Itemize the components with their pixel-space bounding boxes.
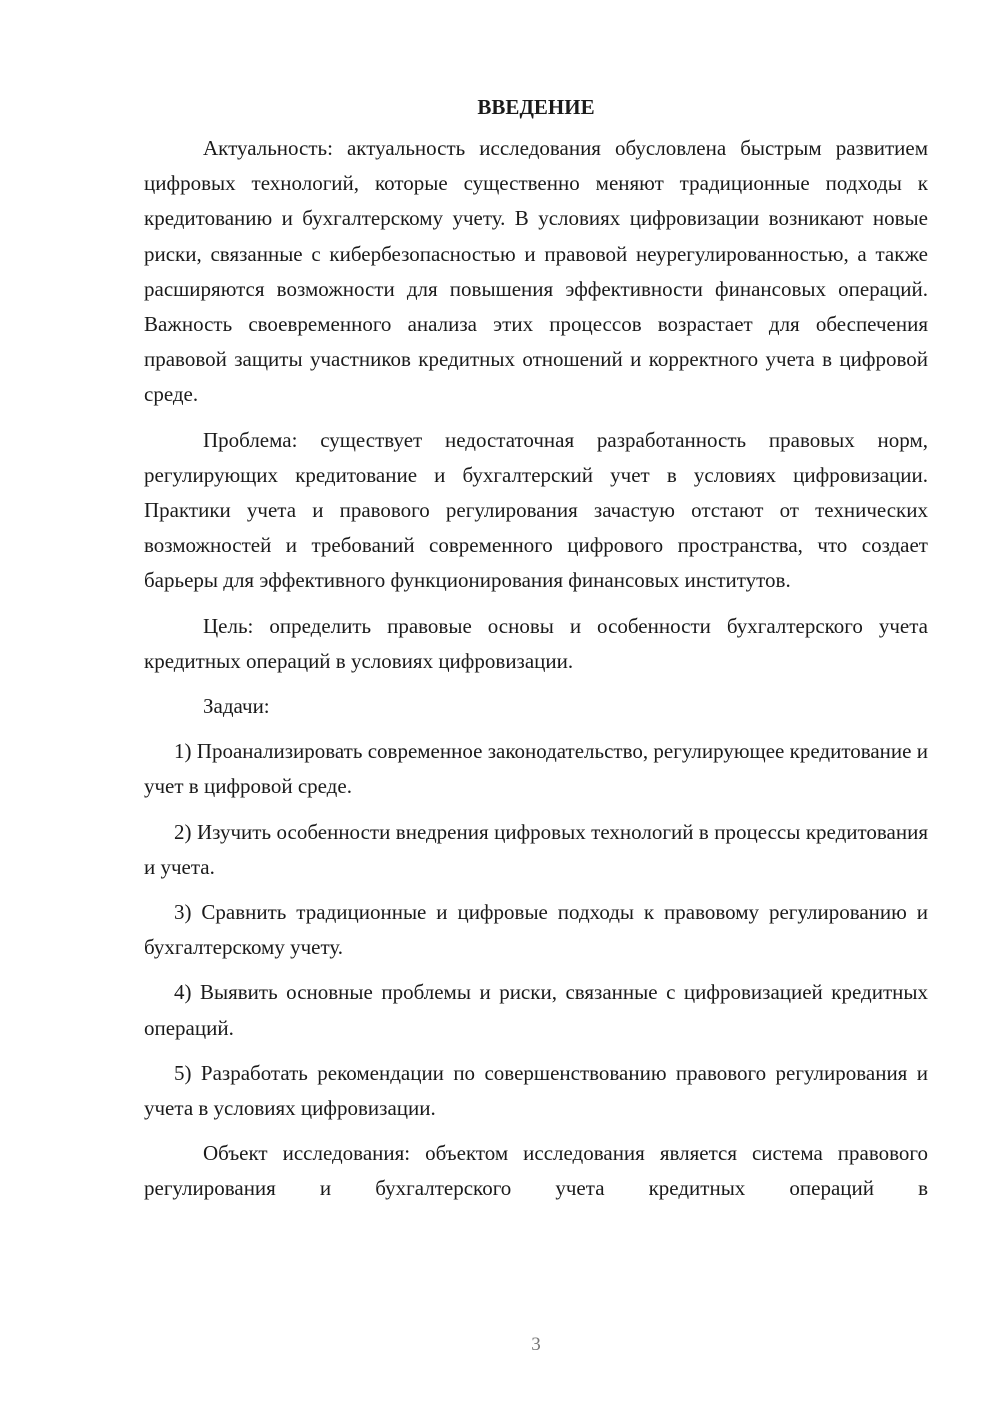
task-item-3: 3) Сравнить традиционные и цифровые подходы к правовому регулированию и бухгалтерскому учету.: [144, 900, 928, 960]
paragraph-goal: Цель: определить правовые основы и особенности бухгалтерского учета кредитных операций в условиях цифровизации.: [144, 613, 928, 673]
paragraph-relevance: Актуальность: актуальность исследования обусловлена быстрым развитием цифровых технологий, которые существенно меняют традиционные подходы к кредитованию и бухгалтерскому учету. В условиях цифровизации возникают новые риски, связанные с кибербезопасностью и правовой неурегулированностью, а также расширяются возможности для повышения эффективности финансовых операций. Важность своевременного анализа этих процессов возрастает для обеспечения правовой защиты участников кредитных отношений и корректного учета в цифровой среде.: [144, 136, 928, 407]
task-item-4: 4) Выявить основные проблемы и риски, связанные с цифровизацией кредитных операций.: [144, 980, 928, 1040]
page-number: 3: [531, 1334, 541, 1355]
paragraph-problem: Проблема: существует недостаточная разработанность правовых норм, регулирующих кредитование и бухгалтерский учет в условиях цифровизации. Практики учета и правового регулирования зачастую отстают от технических возможностей и требований современного цифрового пространства, что создает барьеры для эффективного функционирования финансовых институтов.: [144, 427, 928, 593]
task-item-2: 2) Изучить особенности внедрения цифровых технологий в процессы кредитования и учета.: [144, 819, 928, 879]
section-heading: ВВЕДЕНИЕ: [477, 95, 595, 119]
document-page: [144, 90, 928, 1217]
task-item-5: 5) Разработать рекомендации по совершенствованию правового регулирования и учета в условиях цифровизации.: [144, 1060, 928, 1121]
paragraph-object: Объект исследования: объектом исследования является система правового регулирования и бухгалтерского учета кредитных операций в: [144, 1141, 928, 1201]
task-item-1: 1) Проанализировать современное законодательство, регулирующее кредитование и учет в цифровой среде.: [144, 739, 928, 799]
paragraph-tasks-label: Задачи:: [203, 694, 270, 719]
